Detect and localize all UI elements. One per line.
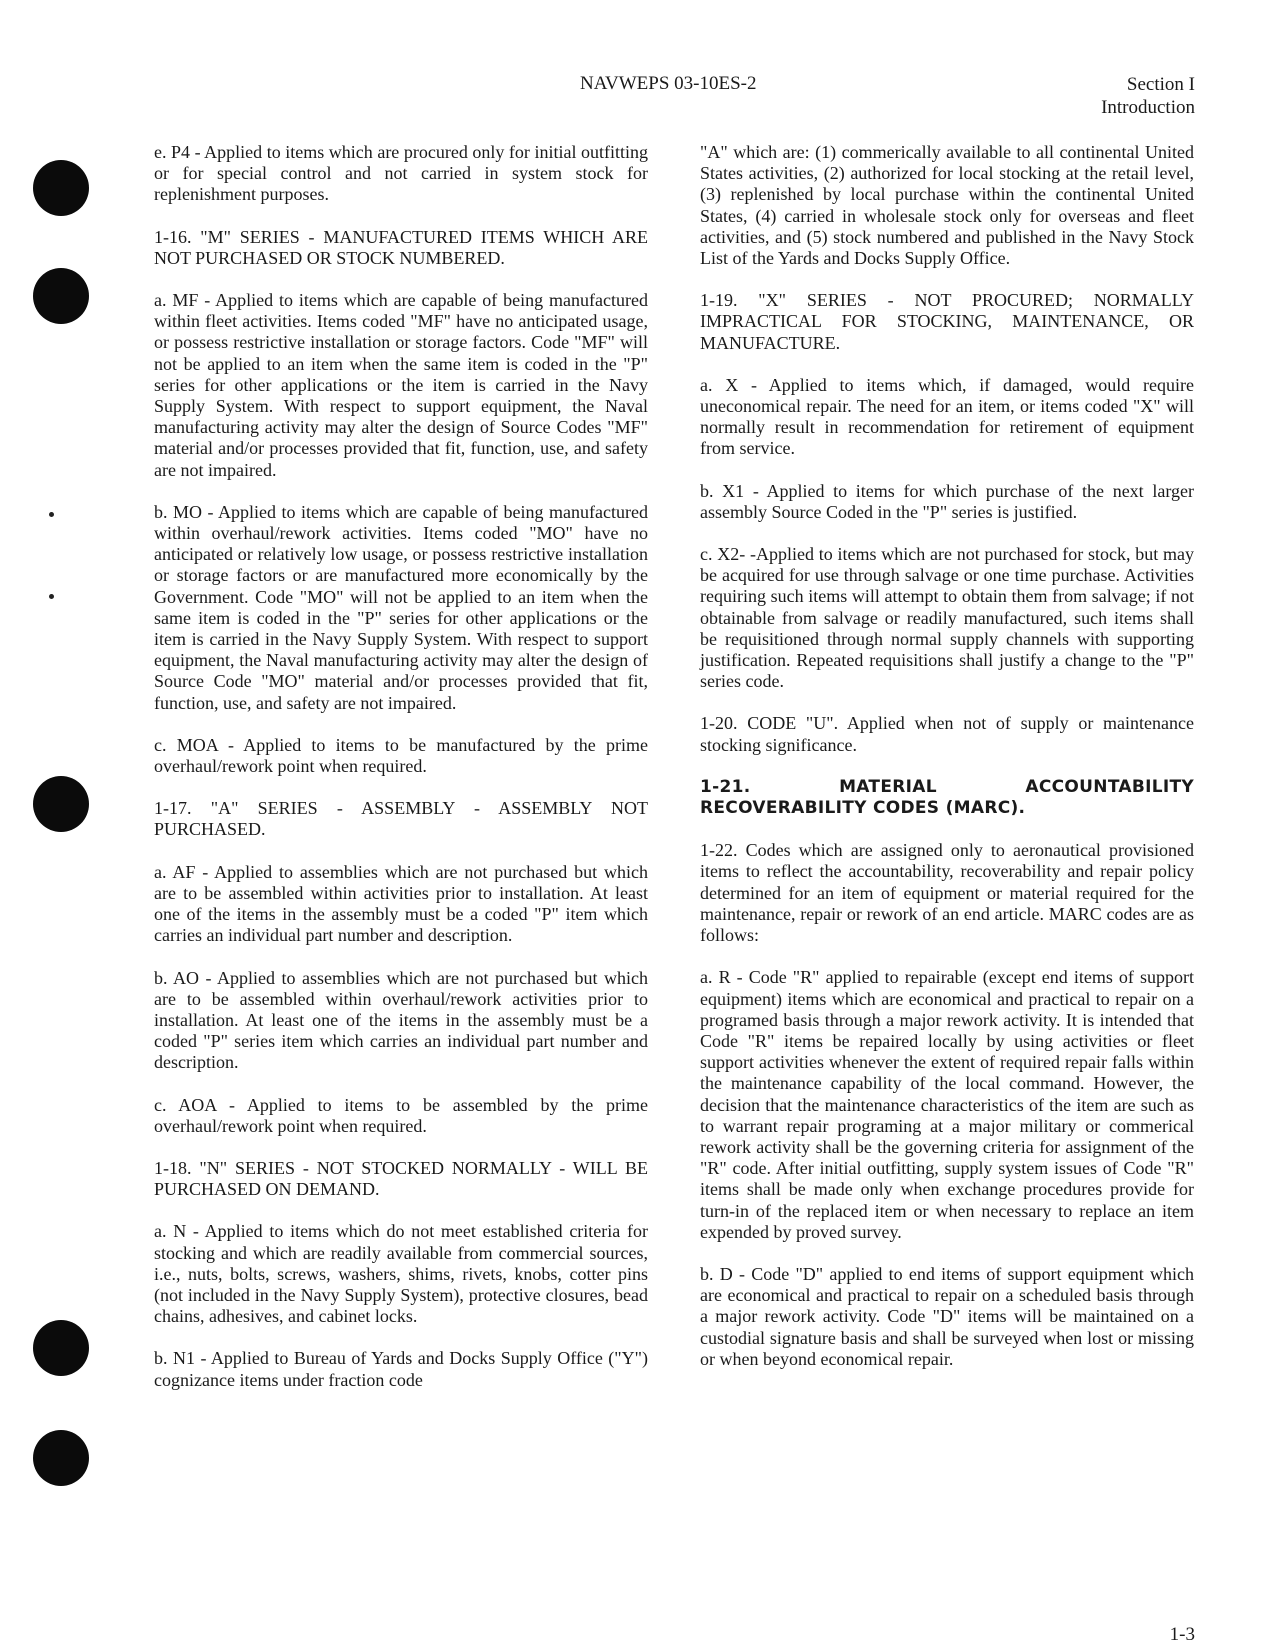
page-number: 1-3 (1169, 1624, 1195, 1645)
section-heading: 1-19. "X" SERIES - NOT PROCURED; NORMALLY IMPRACTICAL FOR STOCKING, MAINTENANCE, OR MANUFACTURE. (700, 290, 1194, 353)
paragraph: 1-20. CODE "U". Applied when not of supply or maintenance stocking significance. (700, 713, 1194, 755)
right-column (700, 142, 1194, 1391)
paragraph: a. X - Applied to items which, if damaged, would require uneconomical repair. The need for an item, or items coded "X" will normally result in recommendation for retirement of equipment from service. (700, 374, 1194, 459)
paragraph: c. X2- -Applied to items which are not purchased for stock, but may be acquired for use through salvage or one time purchase. Activities requiring such items will attempt to obtain them from salvage; if not obtainable from salvage or readily manufactured, such items shall be requisitioned through normal supply channels with supporting justification. Repeated requisitions shall justify a change to the "P" series code. (700, 544, 1194, 692)
section-heading: 1-17. "A" SERIES - ASSEMBLY - ASSEMBLY NOT PURCHASED. (154, 798, 648, 840)
paragraph: b. MO - Applied to items which are capable of being manufactured within overhaul/rework activities. Items coded "MO" have no anticipated or relatively low usage, or possess restrictive installation or storage factors or are manufactured more economically by the Government. Code "MO" will not be applied to an item when the same item is coded in the "P" series for other applications or the item is carried in the Navy Supply System. With respect to support equipment, the Naval manufacturing activity may alter the design of Source Code "MO" material and/or processes provided that fit, function, use, and safety are not impaired. (154, 501, 648, 713)
section-heading: 1-21. MATERIAL ACCOUNTABILITY RECOVERABILITY CODES (MARC). (700, 776, 1194, 819)
paragraph: b. D - Code "D" applied to end items of support equipment which are economical and practical to repair on a scheduled basis through a major rework activity. Code "D" items will be maintained on a custodial signature basis and shall be surveyed when lost or missing or when beyond economical repair. (700, 1263, 1194, 1369)
paragraph: b. N1 - Applied to Bureau of Yards and Docks Supply Office ("Y") cognizance items under fraction code (154, 1348, 648, 1390)
section-label: Section I (1126, 74, 1195, 95)
section-heading: 1-16. "M" SERIES - MANUFACTURED ITEMS WHICH ARE NOT PURCHASED OR STOCK NUMBERED. (154, 226, 648, 268)
binder-hole (33, 160, 89, 216)
paragraph: 1-22. Codes which are assigned only to aeronautical provisioned items to reflect the accountability, recoverability and repair policy determined for an item of equipment or material required for the maintenance, repair or rework of an end article. MARC codes are as follows: (700, 840, 1194, 946)
paragraph: c. MOA - Applied to items to be manufactured by the prime overhaul/rework point when required. (154, 734, 648, 777)
binder-hole (33, 776, 89, 832)
section-header (1101, 73, 1195, 119)
paragraph: "A" which are: (1) commerically available to all continental United States activities, (2) authorized for local stocking at the retail level, (3) replenished by local purchase within the continental United States, (4) carried in wholesale stock only for overseas and fleet activities, and (5) stock numbered and published in the Navy Stock List of the Yards and Docks Supply Office. (700, 142, 1194, 269)
binder-dot (49, 512, 54, 517)
paragraph: c. AOA - Applied to items to be assembled by the prime overhaul/rework point when required. (154, 1094, 648, 1136)
paragraph: b. X1 - Applied to items for which purchase of the next larger assembly Source Coded in the "P" series is justified. (700, 480, 1194, 522)
paragraph: a. R - Code "R" applied to repairable (except end items of support equipment) items which are economical and practical to repair on a programed basis through a major rework activity. It is intended that Code "R" items be repaired locally by using activities or fleet support activities whenever the extent of required repair falls within the maintenance capability of the local command. However, the decision that the maintenance characteristics of the item are such as to warrant repair programing at a major military or commerical rework activity shall be the governing criteria for assignment of the "R" code. After initial outfitting, supply system issues of Code "R" items shall be made only when exchange procedures provide for turn-in of the replaced item or when necessary to replace an item expended by proved survey. (700, 967, 1194, 1242)
paragraph: b. AO - Applied to assemblies which are not purchased but which are to be assembled within overhaul/rework activities prior to installation. At least one of the items in the assembly must be a coded "P" series item which carries an individual part number and description. (154, 967, 648, 1073)
binder-hole (33, 1430, 89, 1486)
section-title: Introduction (1101, 97, 1195, 118)
section-heading: 1-18. "N" SERIES - NOT STOCKED NORMALLY - WILL BE PURCHASED ON DEMAND. (154, 1157, 648, 1200)
binder-dot (49, 594, 54, 599)
document-number: NAVWEPS 03-10ES-2 (580, 73, 757, 94)
paragraph: a. N - Applied to items which do not meet established criteria for stocking and which are readily available from commercial sources, i.e., nuts, bolts, screws, washers, shims, rivets, knobs, cotter pins (not included in the Navy Supply System), protective closures, bead chains, adhesives, and cabinet locks. (154, 1221, 648, 1327)
paragraph: a. MF - Applied to items which are capable of being manufactured within fleet activities. Items coded "MF" have no anticipated usage, or possess restrictive installation or storage factors. Code "MF" will not be applied to an item when the same item is coded in the "P" series for other applications or the item is carried in the Navy Supply System. With respect to support equipment, the Naval manufacturing activity may alter the design of Source Codes "MF" material and/or processes provided that fit, function, use, and safety are not impaired. (154, 290, 648, 480)
binder-hole (33, 1320, 89, 1376)
left-column (154, 142, 648, 1412)
paragraph: a. AF - Applied to assemblies which are not purchased but which are to be assembled within activities prior to installation. At least one of the items in the assembly must be a coded "P" item which carries an individual part number and description. (154, 861, 648, 946)
paragraph: e. P4 - Applied to items which are procured only for initial outfitting or for special control and not carried in system stock for replenishment purposes. (154, 142, 648, 205)
binder-hole (33, 268, 89, 324)
